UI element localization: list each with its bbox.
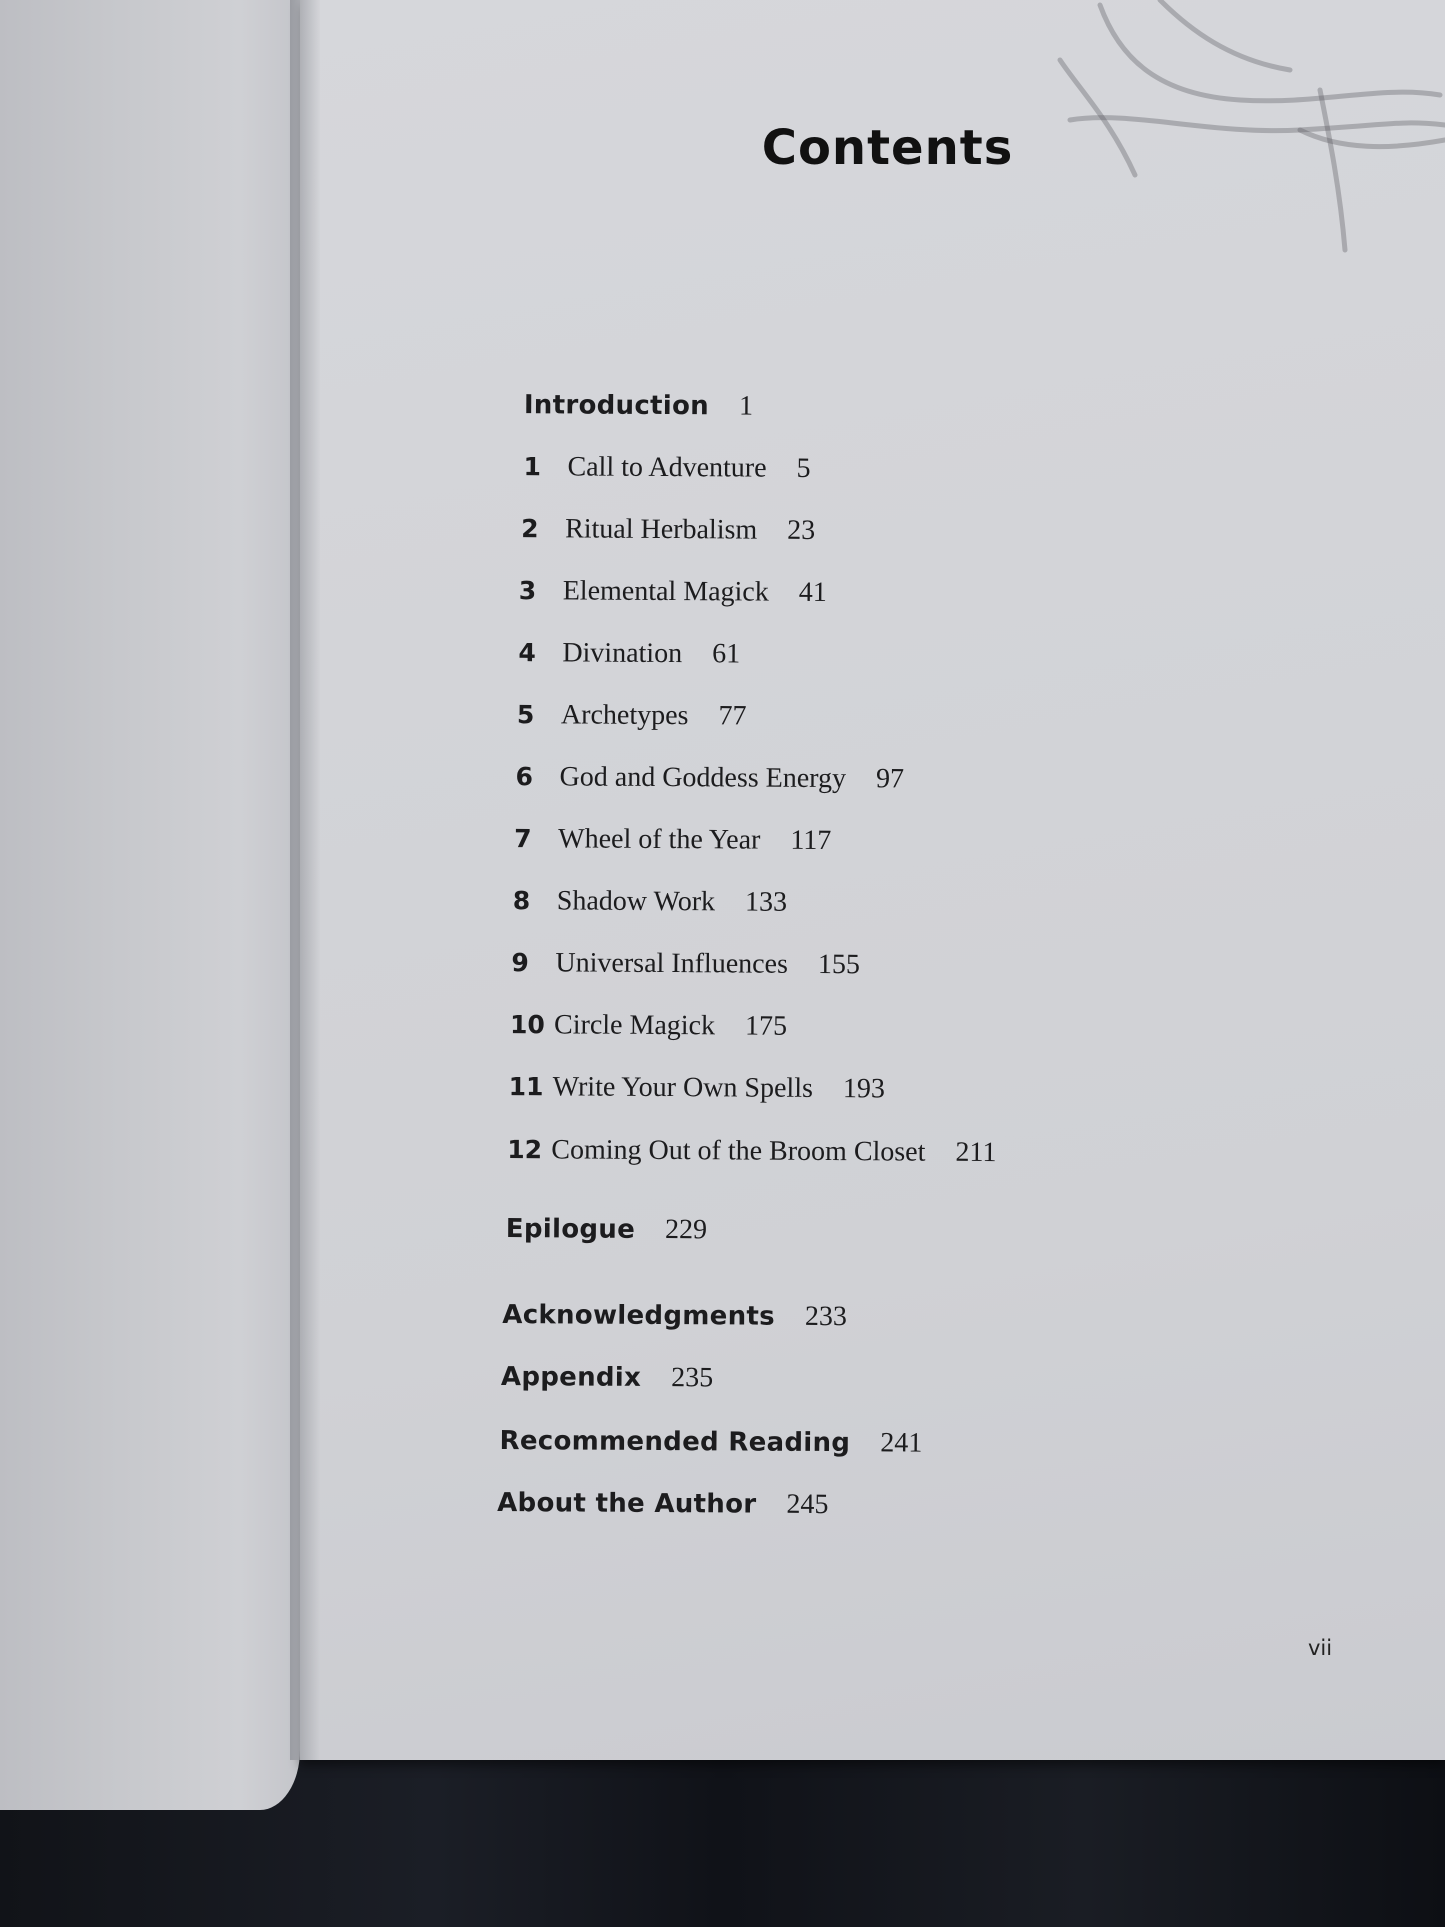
toc-entry-epilogue <box>506 1209 707 1250</box>
chapter-title: Wheel of the Year <box>558 823 761 856</box>
toc-page: 77 <box>718 700 747 732</box>
toc-page: 211 <box>955 1136 997 1169</box>
toc-label: About the Author <box>497 1488 757 1520</box>
toc-page: 133 <box>744 886 788 918</box>
toc-entry-chapter-3 <box>519 571 827 613</box>
toc-entry-acknowledgments <box>502 1295 847 1337</box>
chapter-title: Coming Out of the Broom Closet <box>551 1134 926 1168</box>
chapter-title: Call to Adventure <box>567 451 767 484</box>
toc-label: Introduction <box>523 390 710 422</box>
chapter-number: 1 <box>523 452 541 482</box>
toc-entry-chapter-5 <box>517 695 747 736</box>
chapter-number: 11 <box>508 1072 544 1102</box>
chapter-title: Elemental Magick <box>562 575 769 608</box>
chapter-number: 4 <box>518 638 536 668</box>
toc-page: 155 <box>817 948 861 981</box>
chapter-number: 7 <box>514 824 532 854</box>
chapter-title: Archetypes <box>560 699 689 732</box>
toc-label: Acknowledgments <box>502 1300 776 1332</box>
toc-entry-chapter-2 <box>521 509 815 551</box>
chapter-title: Universal Influences <box>555 947 789 980</box>
toc-entry-recommended-reading <box>499 1421 922 1464</box>
chapter-number: 2 <box>521 514 539 544</box>
chapter-number: 10 <box>510 1010 545 1040</box>
toc-page: 97 <box>875 763 905 795</box>
page-title: Contents <box>761 120 1014 176</box>
page-folio: vii <box>1308 1636 1333 1660</box>
toc-page: 233 <box>804 1300 848 1333</box>
toc-page: 241 <box>880 1427 923 1459</box>
toc-page: 235 <box>671 1362 714 1394</box>
toc-page: 41 <box>798 576 827 608</box>
toc-entry-chapter-9 <box>511 943 860 985</box>
toc-entry-about-the-author <box>497 1483 829 1525</box>
toc-page: 175 <box>744 1010 788 1042</box>
left-page <box>0 0 300 1810</box>
chapter-title: God and Goddess Energy <box>559 761 847 795</box>
chapter-number: 3 <box>518 576 537 606</box>
right-page <box>300 0 1445 1760</box>
chapter-title: Shadow Work <box>556 885 716 918</box>
toc-entry-appendix <box>501 1357 713 1398</box>
chapter-number: 12 <box>507 1135 543 1165</box>
toc-page: 229 <box>664 1214 708 1246</box>
book-gutter <box>290 0 320 1760</box>
toc-page: 61 <box>712 638 741 670</box>
chapter-title: Write Your Own Spells <box>552 1071 814 1104</box>
toc-entry-chapter-6 <box>515 757 904 799</box>
chapter-number: 9 <box>511 948 529 978</box>
toc-label: Appendix <box>500 1362 642 1393</box>
toc-entry-chapter-7 <box>514 819 831 861</box>
toc-entry-chapter-8 <box>513 881 787 923</box>
toc-entry-chapter-1 <box>523 447 810 489</box>
chapter-title: Ritual Herbalism <box>565 513 758 546</box>
toc-label: Recommended Reading <box>499 1426 851 1459</box>
toc-entry-chapter-12 <box>507 1130 996 1173</box>
toc-page: 23 <box>787 514 816 546</box>
toc-page: 5 <box>796 452 811 484</box>
toc-entry-chapter-11 <box>509 1067 885 1109</box>
chapter-title: Circle Magick <box>553 1009 716 1042</box>
toc-entry-chapter-4 <box>518 633 740 674</box>
chapter-number: 5 <box>516 700 535 730</box>
toc-entry-introduction <box>524 385 753 426</box>
toc-page: 117 <box>790 824 832 857</box>
chapter-number: 6 <box>515 762 534 792</box>
chapter-number: 8 <box>512 886 531 916</box>
toc-page: 245 <box>786 1488 829 1521</box>
toc-label: Epilogue <box>505 1214 636 1245</box>
toc-entry-chapter-10 <box>510 1005 787 1047</box>
chapter-title: Divination <box>562 637 683 670</box>
toc-page: 193 <box>842 1073 886 1105</box>
toc-page: 1 <box>738 390 754 422</box>
